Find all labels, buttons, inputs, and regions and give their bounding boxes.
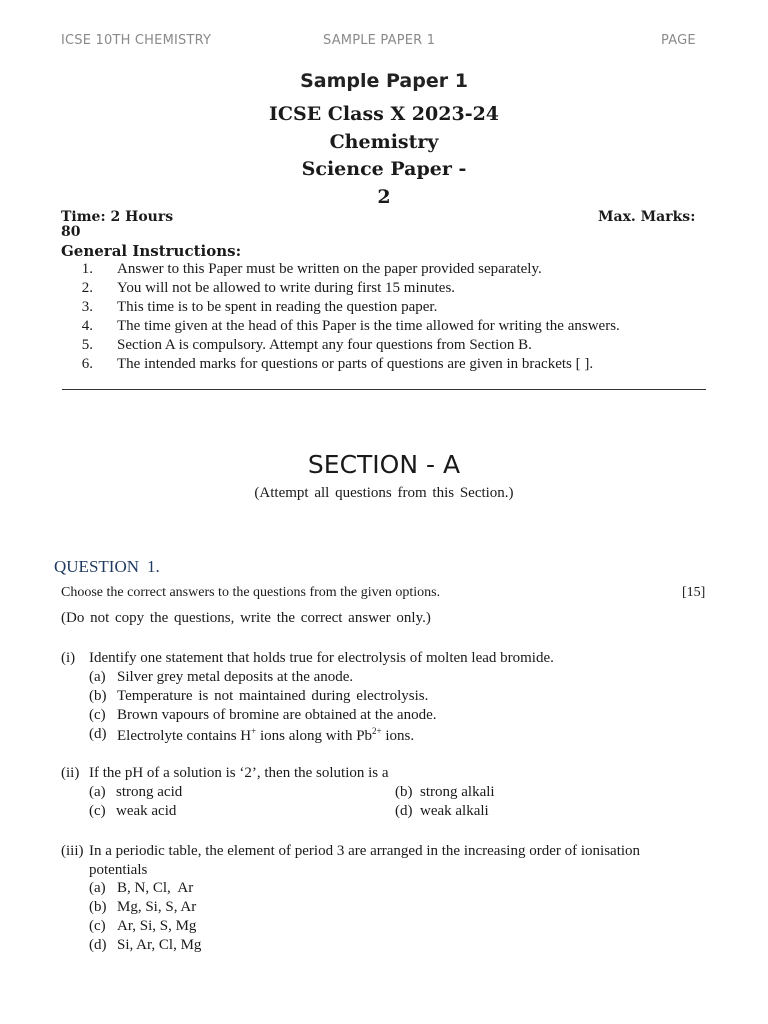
option-label: (a) (89, 669, 106, 685)
option-text: Temperature is not maintained during electrolysis. (117, 688, 429, 704)
part-question-text-cont: potentials (89, 862, 148, 878)
option-text: Mg, Si, S, Ar (117, 899, 197, 915)
question-intro: Choose the correct answers to the questions from the given options. (61, 585, 441, 600)
option-label: (c) (89, 803, 106, 819)
instruction-number: 4. (81, 318, 93, 334)
question-marks: [15] (682, 585, 706, 600)
divider (62, 389, 706, 390)
time-allowed: Time: 2 Hours (61, 209, 174, 225)
option-text (117, 726, 414, 745)
question-heading (54, 557, 160, 577)
instruction-number: 1. (81, 261, 93, 277)
option-text-part: ions along with Pb (256, 728, 373, 744)
option-text: strong alkali (420, 784, 495, 800)
paper-title: Science Paper - (301, 158, 467, 180)
part-roman: (iii) (61, 843, 84, 859)
option-label: (d) (89, 726, 107, 742)
instruction-text: This time is to be spent in reading the question paper. (117, 299, 438, 315)
instruction-text: Section A is compulsory. Attempt any four questions from Section B. (117, 337, 532, 353)
sample-title: Sample Paper 1 (300, 70, 468, 92)
option-text: strong acid (116, 784, 183, 800)
max-marks-value: 80 (61, 224, 81, 240)
section-title: SECTION - A (307, 450, 461, 479)
option-text: Silver grey metal deposits at the anode. (117, 669, 354, 685)
header-paper: SAMPLE PAPER 1 (323, 33, 436, 48)
superscript: + (251, 726, 257, 736)
superscript: 2+ (372, 726, 382, 736)
option-label: (a) (89, 784, 106, 800)
instruction-number: 2. (81, 280, 93, 296)
option-label: (d) (395, 803, 413, 819)
subject-title: Chemistry (329, 131, 439, 153)
header-subject: ICSE 10TH CHEMISTRY (61, 33, 212, 48)
instruction-text: You will not be allowed to write during first 15 minutes. (117, 280, 456, 296)
option-label: (d) (89, 937, 107, 953)
instructions-heading: General Instructions: (61, 242, 242, 260)
question-label: QUESTION (54, 557, 139, 576)
option-text: Ar, Si, S, Mg (117, 918, 197, 934)
option-text: weak acid (116, 803, 177, 819)
option-text: Brown vapours of bromine are obtained at the anode. (117, 707, 437, 723)
instruction-text: The time given at the head of this Paper is the time allowed for writing the answers. (117, 318, 620, 334)
option-label: (b) (89, 899, 107, 915)
exam-title: ICSE Class X 2023-24 (268, 103, 500, 125)
option-label: (b) (395, 784, 413, 800)
paper-number: 2 (377, 186, 391, 208)
part-roman: (i) (61, 650, 76, 666)
question-number: 1. (147, 557, 160, 576)
option-text: B, N, Cl, Ar (117, 880, 194, 896)
part-question-text: In a periodic table, the element of period 3 are arranged in the increasing order of ionisation (89, 843, 641, 859)
instruction-number: 6. (81, 356, 93, 372)
option-text: weak alkali (420, 803, 489, 819)
option-label: (c) (89, 707, 106, 723)
option-text-part: ions. (381, 728, 415, 744)
section-subtitle: (Attempt all questions from this Section.) (254, 485, 514, 501)
header-page: PAGE (661, 33, 696, 48)
option-text-part: Electrolyte contains H (117, 728, 252, 744)
option-label: (c) (89, 918, 106, 934)
max-marks-label: Max. Marks: (598, 209, 696, 225)
part-question-text: If the pH of a solution is ‘2’, then the solution is a (89, 765, 389, 781)
instruction-number: 5. (81, 337, 93, 353)
instruction-number: 3. (81, 299, 93, 315)
option-label: (a) (89, 880, 106, 896)
part-roman: (ii) (61, 765, 80, 781)
option-label: (b) (89, 688, 107, 704)
instruction-text: The intended marks for questions or parts of questions are given in brackets [ ]. (117, 356, 594, 372)
instruction-text: Answer to this Paper must be written on the paper provided separately. (117, 261, 542, 277)
question-note: (Do not copy the questions, write the correct answer only.) (61, 610, 431, 626)
option-text: Si, Ar, Cl, Mg (117, 937, 202, 953)
part-question-text: Identify one statement that holds true for electrolysis of molten lead bromide. (89, 650, 554, 666)
